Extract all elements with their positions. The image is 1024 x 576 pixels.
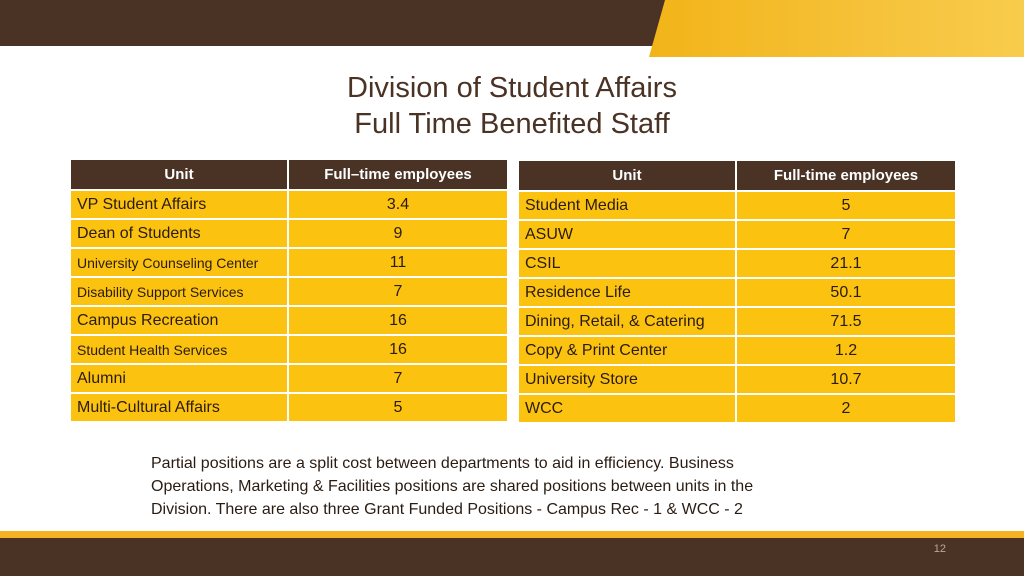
table-row <box>70 364 508 393</box>
fte-cell: 50.1 <box>736 278 956 307</box>
unit-cell: Campus Recreation <box>70 306 288 335</box>
fte-cell: 5 <box>288 393 508 422</box>
unit-cell: Dean of Students <box>70 219 288 248</box>
unit-cell: University Store <box>518 365 736 394</box>
fte-column-header: Full-time employees <box>736 160 956 191</box>
fte-cell: 71.5 <box>736 307 956 336</box>
bottom-banner <box>0 538 1024 576</box>
table-header-row <box>70 159 508 190</box>
table-header-row <box>518 160 956 191</box>
table-row <box>518 249 956 278</box>
fte-cell: 1.2 <box>736 336 956 365</box>
table-row <box>518 394 956 423</box>
fte-cell: 3.4 <box>288 190 508 219</box>
unit-cell: Student Media <box>518 191 736 220</box>
page-number: 12 <box>933 543 946 555</box>
unit-column-header: Unit <box>518 160 736 191</box>
table-row <box>70 219 508 248</box>
unit-cell: CSIL <box>518 249 736 278</box>
fte-cell: 7 <box>736 220 956 249</box>
unit-cell: Copy & Print Center <box>518 336 736 365</box>
footnote-line-2: Operations, Marketing & Facilities positions are shared positions between units in the <box>151 478 754 495</box>
right-staff-table <box>517 159 957 424</box>
table-row <box>70 190 508 219</box>
table-row <box>518 278 956 307</box>
table-row <box>70 393 508 422</box>
unit-cell: Dining, Retail, & Catering <box>518 307 736 336</box>
fte-cell: 9 <box>288 219 508 248</box>
unit-cell: ASUW <box>518 220 736 249</box>
unit-cell: Multi-Cultural Affairs <box>70 393 288 422</box>
table-row <box>518 191 956 220</box>
footnote <box>151 452 851 521</box>
table-row <box>70 248 508 277</box>
fte-cell: 7 <box>288 364 508 393</box>
fte-cell: 5 <box>736 191 956 220</box>
footnote-line-1: Partial positions are a split cost between departments to aid in efficiency. Business <box>151 455 734 472</box>
table-row <box>70 306 508 335</box>
title-line-2: Full Time Benefited Staff <box>354 108 670 140</box>
table-row <box>70 277 508 306</box>
title-line-1: Division of Student Affairs <box>347 72 677 104</box>
table-row <box>518 220 956 249</box>
unit-cell: Residence Life <box>518 278 736 307</box>
fte-cell: 21.1 <box>736 249 956 278</box>
unit-cell: VP Student Affairs <box>70 190 288 219</box>
fte-cell: 16 <box>288 335 508 364</box>
fte-column-header: Full–time employees <box>288 159 508 190</box>
slide-title <box>0 70 1024 142</box>
unit-cell: Disability Support Services <box>70 277 288 306</box>
fte-cell: 7 <box>288 277 508 306</box>
fte-cell: 10.7 <box>736 365 956 394</box>
fte-cell: 11 <box>288 248 508 277</box>
fte-cell: 16 <box>288 306 508 335</box>
unit-cell: Alumni <box>70 364 288 393</box>
table-row <box>518 365 956 394</box>
fte-cell: 2 <box>736 394 956 423</box>
table-row <box>518 307 956 336</box>
table-row <box>70 335 508 364</box>
unit-cell: WCC <box>518 394 736 423</box>
bottom-gold-strip <box>0 531 1024 538</box>
left-staff-table <box>69 158 509 423</box>
table-row <box>518 336 956 365</box>
top-gold-accent <box>649 0 1024 57</box>
footnote-line-3: Division. There are also three Grant Funded Positions - Campus Rec - 1 & WCC - 2 <box>151 501 743 518</box>
unit-cell: University Counseling Center <box>70 248 288 277</box>
unit-column-header: Unit <box>70 159 288 190</box>
unit-cell: Student Health Services <box>70 335 288 364</box>
